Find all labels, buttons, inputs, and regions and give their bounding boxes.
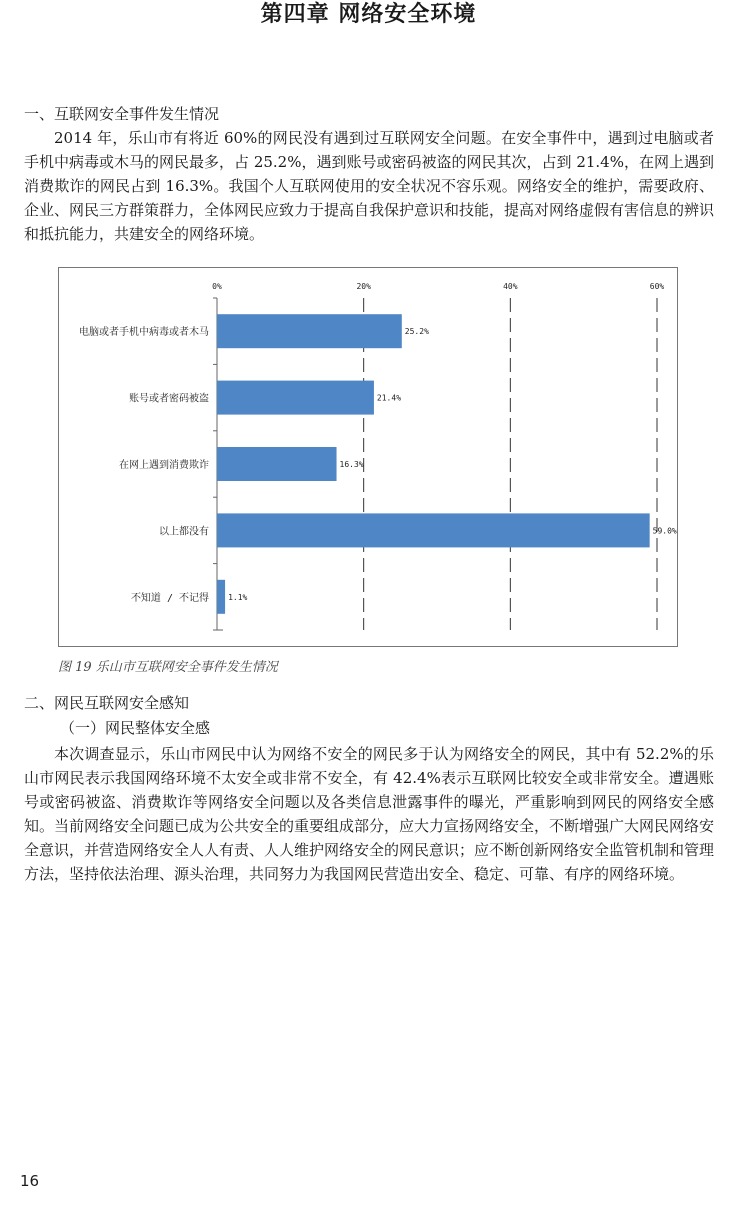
value-label: 1.1% <box>228 592 248 602</box>
figure-caption: 图 19 乐山市互联网安全事件发生情况 <box>58 660 278 675</box>
page-number: 16 <box>20 1172 40 1190</box>
subheading-overall-security: （一）网民整体安全感 <box>60 719 211 737</box>
category-label: 不知道 / 不记得 <box>130 592 209 604</box>
value-label: 59.0% <box>652 526 677 536</box>
x-tick-label: 20% <box>356 282 371 291</box>
incident-bar-chart <box>58 267 678 647</box>
bar-1 <box>217 381 374 415</box>
bar-0 <box>217 314 402 348</box>
chart-svg <box>59 268 679 648</box>
bar-2 <box>217 447 337 481</box>
category-label: 电脑或者手机中病毒或者木马 <box>79 327 209 339</box>
x-tick-label: 60% <box>649 282 665 291</box>
chapter-title: 第四章 网络安全环境 <box>260 2 477 27</box>
x-tick-label: 40% <box>503 282 518 291</box>
value-label: 25.2% <box>404 327 429 337</box>
section-heading-perception: 二、网民互联网安全感知 <box>24 694 190 712</box>
section-heading-incidents: 一、互联网安全事件发生情况 <box>24 105 220 123</box>
bar-3 <box>217 513 650 547</box>
value-label: 16.3% <box>339 460 364 469</box>
x-tick-label: 0% <box>212 282 222 291</box>
value-label: 21.4% <box>376 393 402 403</box>
paragraph-incidents: 2014 年，乐山市有将近 60%的网民没有遇到过互联网安全问题。在安全事件中，遇到过电脑或者手机中病毒或木马的网民最多，占 25.2%，遇到账号或密码被盗的网民其次，占到 21.4%，在网上遇到消费欺诈的网民占到 16.3%。我国个人互联网使用的安全状况不容乐观。网络安全的维护，需要政府、企业、网民三方群策群力，全体网民应致力于提高自我保护意识和技能，提高对网络虚假有害信息的辨识和抵抗能力，共建安全的网络环境。 <box>24 129 715 243</box>
paragraph-perception: 本次调查显示，乐山市网民中认为网络不安全的网民多于认为网络安全的网民，其中有 52.2%的乐山市网民表示我国网络环境不太安全或非常不安全，有 42.4%表示互联网比较安全或非常安全。遭遇账号或密码被盗、消费欺诈等网络安全问题以及各类信息泄露事件的曝光，严重影响到网民的网络安全感知。当前网络安全问题已成为公共安全的重要组成部分，应大力宣扬网络安全，不断增强广大网民网络安全意识，并营造网络安全人人有责、人人维护网络安全的网民意识；应不断创新网络安全监管机制和管理方法，坚持依法治理、源头治理，共同努力为我国网民营造出安全、稳定、可靠、有序的网络环境。 <box>24 745 715 883</box>
bar-4 <box>217 580 225 614</box>
category-label: 以上都没有 <box>159 526 209 538</box>
category-label: 在网上遇到消费欺诈 <box>119 460 209 471</box>
category-label: 账号或者密码被盗 <box>129 393 209 405</box>
